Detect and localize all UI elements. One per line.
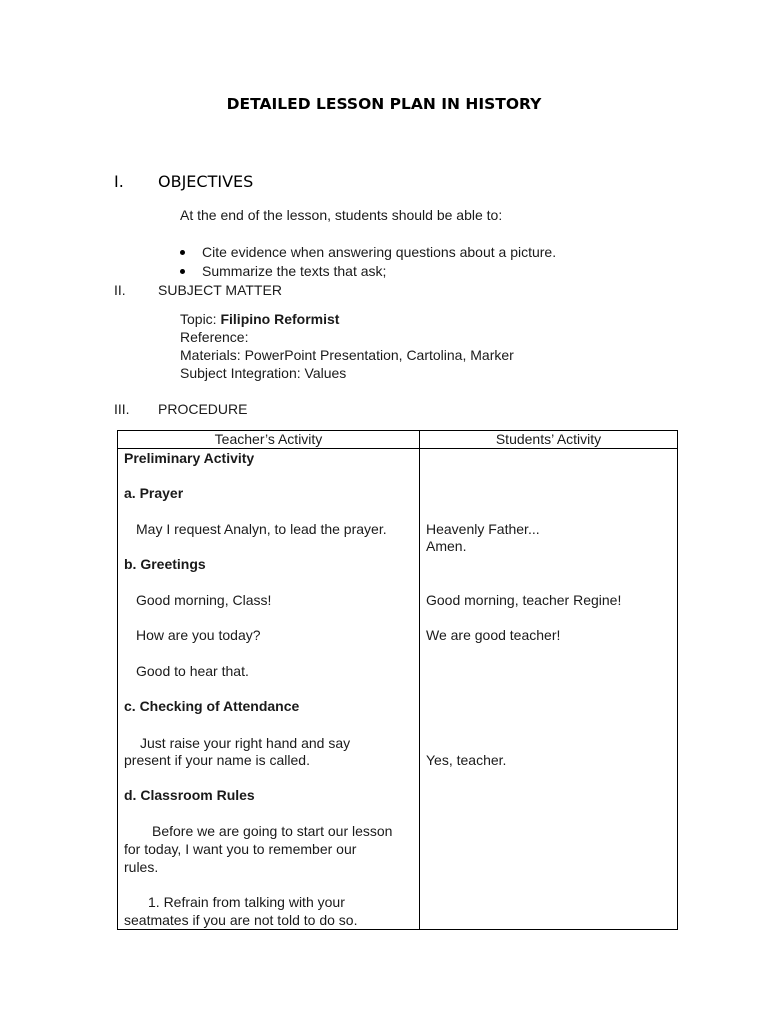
student-greeting-reply-1: Good morning, teacher Regine! bbox=[426, 592, 622, 608]
rules-intro-line-2: for today, I want you to remember our bbox=[124, 841, 357, 857]
rules-intro-line-1: Before we are going to start our lesson bbox=[152, 823, 393, 839]
column-header-teacher: Teacher’s Activity bbox=[118, 431, 420, 449]
prayer-request: May I request Analyn, to lead the prayer. bbox=[136, 521, 387, 537]
topic-line bbox=[180, 311, 339, 327]
bullet-dot-icon bbox=[180, 250, 185, 255]
procedure-table bbox=[117, 430, 678, 930]
classroom-rules-heading: d. Classroom Rules bbox=[124, 787, 255, 803]
greeting-line-3: Good to hear that. bbox=[136, 663, 249, 679]
integration-line: Subject Integration: Values bbox=[180, 365, 347, 381]
objectives-intro: At the end of the lesson, students should be able to: bbox=[180, 207, 503, 223]
rules-intro-line-3: rules. bbox=[124, 859, 159, 875]
prayer-heading: a. Prayer bbox=[124, 485, 184, 501]
section-title-procedure: PROCEDURE bbox=[158, 401, 248, 417]
greeting-line-2: How are you today? bbox=[136, 627, 261, 643]
section-number-objectives: I. bbox=[114, 172, 124, 191]
rule-1-line-1: 1. Refrain from talking with your bbox=[148, 894, 345, 910]
column-header-students: Students’ Activity bbox=[420, 431, 678, 449]
preliminary-heading: Preliminary Activity bbox=[124, 450, 255, 466]
student-prayer-line-1: Heavenly Father... bbox=[426, 521, 540, 537]
rule-1-line-2: seatmates if you are not told to do so. bbox=[124, 912, 358, 928]
greetings-heading: b. Greetings bbox=[124, 556, 206, 572]
students-activity-cell bbox=[420, 449, 678, 930]
reference-line: Reference: bbox=[180, 329, 249, 345]
teacher-activity-cell bbox=[118, 449, 420, 930]
student-attendance-reply: Yes, teacher. bbox=[426, 752, 507, 768]
student-prayer-line-2: Amen. bbox=[426, 538, 467, 554]
objective-bullet-2: Summarize the texts that ask; bbox=[202, 263, 387, 279]
section-number-procedure: III. bbox=[114, 401, 130, 417]
topic-label: Topic: bbox=[180, 311, 221, 327]
greeting-line-1: Good morning, Class! bbox=[136, 592, 272, 608]
bullet-dot-icon bbox=[180, 269, 185, 274]
section-title-objectives: OBJECTIVES bbox=[158, 172, 254, 191]
section-title-subject-matter: SUBJECT MATTER bbox=[158, 282, 282, 298]
section-number-subject-matter: II. bbox=[114, 282, 126, 298]
attendance-line-2: present if your name is called. bbox=[124, 752, 310, 768]
objective-bullet-1: Cite evidence when answering questions about a picture. bbox=[202, 244, 557, 260]
topic-value: Filipino Reformist bbox=[220, 311, 340, 327]
student-greeting-reply-2: We are good teacher! bbox=[426, 627, 561, 643]
materials-line: Materials: PowerPoint Presentation, Cartolina, Marker bbox=[180, 347, 514, 363]
document-title: DETAILED LESSON PLAN IN HISTORY bbox=[226, 95, 542, 113]
attendance-heading: c. Checking of Attendance bbox=[124, 698, 300, 714]
attendance-line-1: Just raise your right hand and say bbox=[140, 735, 351, 751]
